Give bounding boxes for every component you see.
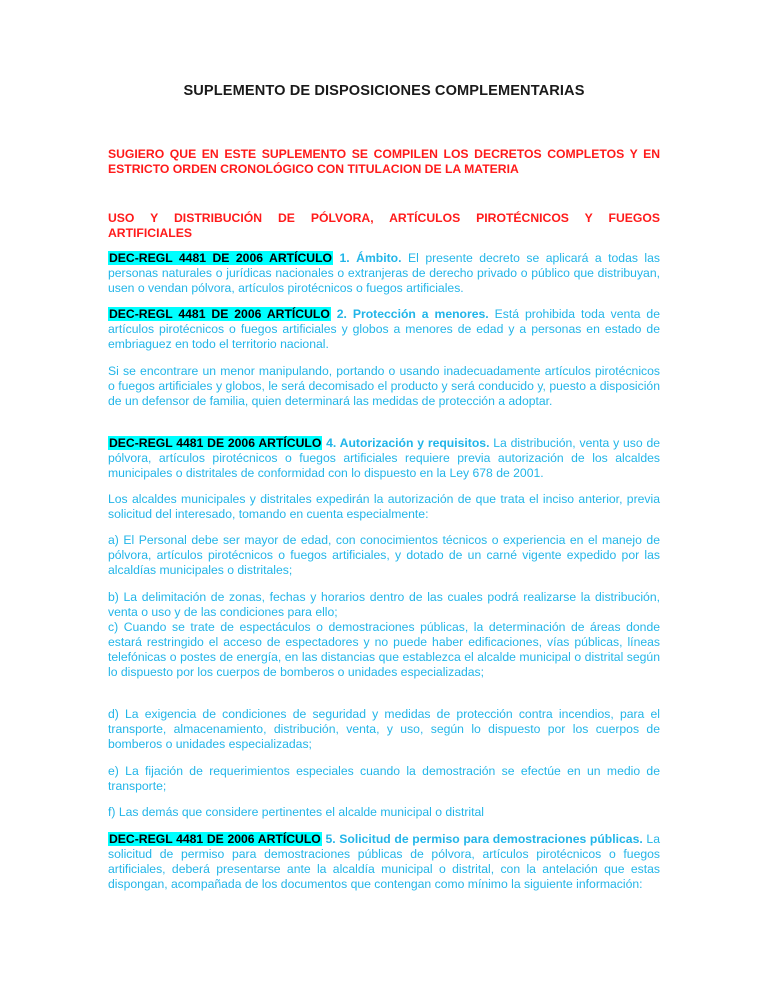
article-title: 2. Protección a menores. [336, 307, 489, 321]
decree-tag: DEC-REGL 4481 DE 2006 ARTÍCULO [109, 832, 321, 846]
article-text: La solicitud de permiso para demostraciones públicas de pólvora, artículos pirotécnicos o fuegos artificiales, deberá presentarse ante la alcaldía municipal o distrital, con la antelación que estas dispongan, acompañada de los documentos que contengan como mínimo la siguiente información: [108, 832, 660, 891]
item-b: b) La delimitación de zonas, fechas y horarios dentro de las cuales podrá realizarse la distribución, venta o uso y de las condiciones para ello; [108, 590, 660, 619]
item-e: e) La fijación de requerimientos especiales cuando la demostración se efectúe en un medio de transporte; [108, 764, 660, 793]
article-text: La distribución, venta y uso de pólvora, artículos pirotécnicos o fuegos artificiales requiere previa autorización de los alcaldes municipales o distritales de conformidad con lo dispuesto en la Ley 678 de 2001. [108, 436, 661, 480]
article-text: El presente decreto se aplicará a todas las personas naturales o jurídicas nacionales o extranjeras de derecho privado o público que distribuyan, usen o vendan pólvora, artículos pirotécnicos o fuegos artificiales. [108, 251, 660, 295]
paragraph-alcaldes: Los alcaldes municipales y distritales expedirán la autorización de que trata el inciso anterior, previa solicitud del interesado, tomando en cuenta especialmente: [108, 492, 660, 521]
section-heading: USO Y DISTRIBUCIÓN DE PÓLVORA, ARTÍCULOS PIROTÉCNICOS Y FUEGOS ARTIFICIALES [108, 211, 660, 240]
article-4 [108, 436, 660, 481]
item-c: c) Cuando se trate de espectáculos o demostraciones públicas, la determinación de áreas donde estará restringido el acceso de espectadores y no puede haber edificaciones, vías públicas, líneas telefónicas o postes de energía, en las distancias que establezca el alcalde municipal o distrital según lo dispuesto por los cuerpos de bomberos o unidades especializadas; [108, 620, 660, 679]
article-2 [108, 307, 660, 352]
article-5 [108, 832, 660, 892]
decree-tag: DEC-REGL 4481 DE 2006 ARTÍCULO [109, 307, 330, 321]
article-title: 5. Solicitud de permiso para demostraciones públicas. [325, 832, 643, 846]
article-title: 4. Autorización y requisitos. [326, 436, 490, 450]
article-title: 1. Ámbito. [339, 251, 402, 265]
item-f: f) Las demás que considere pertinentes el alcalde municipal o distrital [108, 805, 484, 819]
decree-tag: DEC-REGL 4481 DE 2006 ARTÍCULO [109, 436, 322, 450]
item-a: a) El Personal debe ser mayor de edad, con conocimientos técnicos o experiencia en el manejo de pólvora, artículos pirotécnicos o fuegos artificiales, y dotado de un carné vigente expedido por las alcaldías municipales o distritales; [108, 533, 660, 577]
article-1 [108, 251, 660, 296]
article-text: Está prohibida toda venta de artículos pirotécnicos o fuegos artificiales y globos a menores de edad y a personas en estado de embriaguez en todo el territorio nacional. [108, 307, 660, 351]
document-title: SUPLEMENTO DE DISPOSICIONES COMPLEMENTARIAS [183, 83, 585, 99]
decree-tag: DEC-REGL 4481 DE 2006 ARTÍCULO [109, 251, 333, 265]
editorial-note: SUGIERO QUE EN ESTE SUPLEMENTO SE COMPILEN LOS DECRETOS COMPLETOS Y EN ESTRICTO ORDEN CRONOLÓGICO CON TITULACION DE LA MATERIA [108, 147, 660, 176]
paragraph-menor: Si se encontrare un menor manipulando, portando o usando inadecuadamente artículos pirotécnicos o fuegos artificiales y globos, le será decomisado el producto y será conducido y, puesto a disposición de un defensor de familia, quien determinará las medidas de protección a adoptar. [108, 364, 660, 408]
item-d: d) La exigencia de condiciones de seguridad y medidas de protección contra incendios, para el transporte, almacenamiento, distribución, venta, y uso, según lo dispuesto por los cuerpos de bomberos o unidades especializadas; [108, 707, 660, 751]
